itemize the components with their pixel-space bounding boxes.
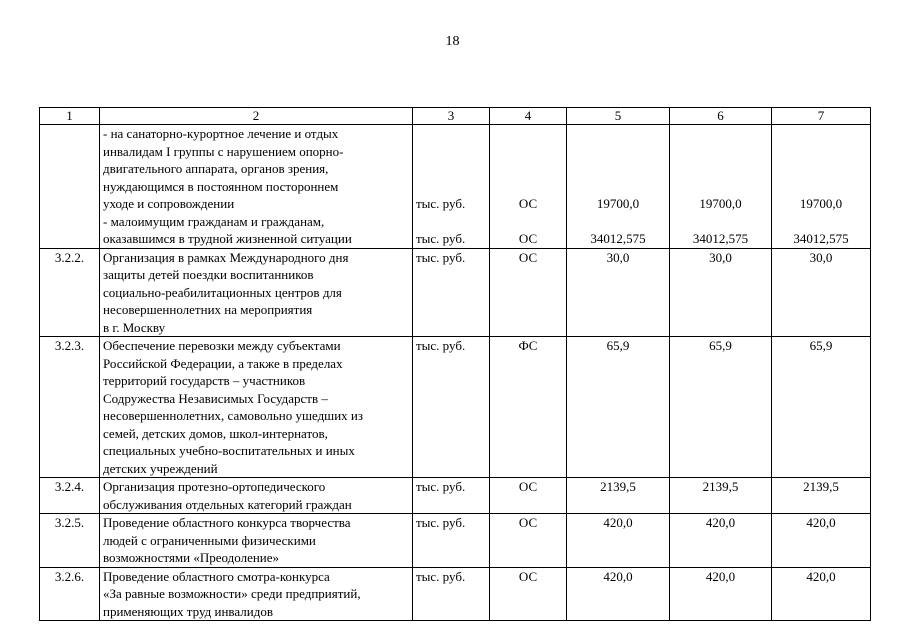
header-cell: 5 xyxy=(567,108,670,125)
source-cell: ОС xyxy=(490,478,567,514)
row-number: 3.2.2. xyxy=(40,248,100,337)
unit-cell: тыс. руб. xyxy=(413,514,490,568)
value-cell-7: 30,0 xyxy=(772,248,871,337)
row-description xyxy=(100,478,413,514)
description-line: «За равные возможности» среди предприятий, xyxy=(103,586,361,601)
description-line: детских учреждений xyxy=(103,460,218,476)
value-cell-6: 30,0 xyxy=(670,248,772,337)
description-line: - на санаторно-курортное лечение и отдых xyxy=(103,126,339,141)
description-line: в г. Москву xyxy=(103,319,166,335)
row-description xyxy=(100,337,413,478)
value-cell-5: 420,0 xyxy=(567,567,670,621)
description-line: - малоимущим гражданам и гражданам, xyxy=(103,213,325,229)
row-number xyxy=(40,125,100,249)
description-line: защиты детей поездки воспитанников xyxy=(103,267,314,282)
description-line: Обеспечение перевозки между субъектами xyxy=(103,338,341,353)
value-cell-5: 2139,5 xyxy=(567,478,670,514)
description-line: Проведение областного конкурса творчества xyxy=(103,515,351,530)
value-cell-5: 420,0 xyxy=(567,514,670,568)
source-cell: ФС xyxy=(490,337,567,478)
description-line: обслуживания отдельных категорий граждан xyxy=(103,496,352,512)
row-description xyxy=(100,125,413,249)
header-cell: 3 xyxy=(413,108,490,125)
description-line: несовершеннолетних на мероприятия xyxy=(103,302,313,317)
header-cell: 6 xyxy=(670,108,772,125)
amount-value: 19700,0 xyxy=(699,196,742,211)
description-line: специальных учебно-воспитательных и иных xyxy=(103,443,355,458)
row-description xyxy=(100,567,413,621)
description-line: семей, детских домов, школ-интернатов, xyxy=(103,425,328,441)
budget-table xyxy=(39,107,871,621)
unit-cell: тыс. руб. xyxy=(413,478,490,514)
header-cell: 1 xyxy=(40,108,100,125)
value-cell-5: 30,0 xyxy=(567,248,670,337)
unit-cell: тыс. руб. xyxy=(413,248,490,337)
description-line: несовершеннолетних, самовольно ушедших из xyxy=(103,408,363,423)
value-cell-6 xyxy=(670,125,772,249)
table-row xyxy=(40,514,871,568)
source-value: ОС xyxy=(518,196,538,211)
value-cell-5: 65,9 xyxy=(567,337,670,478)
table-row xyxy=(40,567,871,621)
value-cell-7: 65,9 xyxy=(772,337,871,478)
source-cell: ОС xyxy=(490,248,567,337)
value-cell-6: 420,0 xyxy=(670,514,772,568)
unit-value: тыс. руб. xyxy=(416,196,466,211)
table-row xyxy=(40,248,871,337)
description-line: возможностями «Преодоление» xyxy=(103,550,280,565)
description-line: применяющих труд инвалидов xyxy=(103,603,273,619)
description-line: нуждающимся в постоянном постороннем xyxy=(103,178,339,194)
source-cell xyxy=(490,125,567,249)
source-value: ОС xyxy=(518,231,538,246)
header-cell: 7 xyxy=(772,108,871,125)
description-line: Российской Федерации, а также в пределах xyxy=(103,355,343,371)
table-row xyxy=(40,337,871,478)
amount-value: 19700,0 xyxy=(596,196,640,211)
description-line: двигательного аппарата, органов зрения, xyxy=(103,161,329,176)
table-header-row xyxy=(40,108,871,125)
value-cell-6: 65,9 xyxy=(670,337,772,478)
value-cell-7 xyxy=(772,125,871,249)
description-line: уходе и сопровождении xyxy=(103,196,235,211)
amount-value: 34012,575 xyxy=(692,231,749,246)
source-cell: ОС xyxy=(490,514,567,568)
page-number: 18 xyxy=(445,34,460,49)
header-cell: 2 xyxy=(100,108,413,125)
value-cell-5 xyxy=(567,125,670,249)
row-number: 3.2.5. xyxy=(40,514,100,568)
row-number: 3.2.4. xyxy=(40,478,100,514)
row-number: 3.2.6. xyxy=(40,567,100,621)
amount-value: 34012,575 xyxy=(590,231,646,246)
row-number: 3.2.3. xyxy=(40,337,100,478)
description-line: социально-реабилитационных центров для xyxy=(103,284,342,300)
value-cell-6: 420,0 xyxy=(670,567,772,621)
table-row xyxy=(40,125,871,249)
amount-value: 19700,0 xyxy=(799,196,843,211)
description-line: Содружества Независимых Государств – xyxy=(103,390,328,406)
unit-cell xyxy=(413,125,490,249)
source-cell: ОС xyxy=(490,567,567,621)
amount-value: 34012,575 xyxy=(793,231,849,246)
description-line: людей с ограниченными физическими xyxy=(103,532,316,548)
value-cell-6: 2139,5 xyxy=(670,478,772,514)
description-line: Организация в рамках Международного дня xyxy=(103,249,349,265)
value-cell-7: 420,0 xyxy=(772,514,871,568)
description-line: Проведение областного смотра-конкурса xyxy=(103,568,330,584)
description-line: территорий государств – участников xyxy=(103,373,306,388)
description-line: инвалидам I группы с нарушением опорно- xyxy=(103,143,344,159)
row-description xyxy=(100,248,413,337)
table-row xyxy=(40,478,871,514)
value-cell-7: 2139,5 xyxy=(772,478,871,514)
unit-cell: тыс. руб. xyxy=(413,567,490,621)
header-cell: 4 xyxy=(490,108,567,125)
description-line: оказавшимся в трудной жизненной ситуации xyxy=(103,231,352,246)
row-description xyxy=(100,514,413,568)
unit-value: тыс. руб. xyxy=(416,231,466,246)
unit-cell: тыс. руб. xyxy=(413,337,490,478)
value-cell-7: 420,0 xyxy=(772,567,871,621)
description-line: Организация протезно-ортопедического xyxy=(103,479,326,494)
